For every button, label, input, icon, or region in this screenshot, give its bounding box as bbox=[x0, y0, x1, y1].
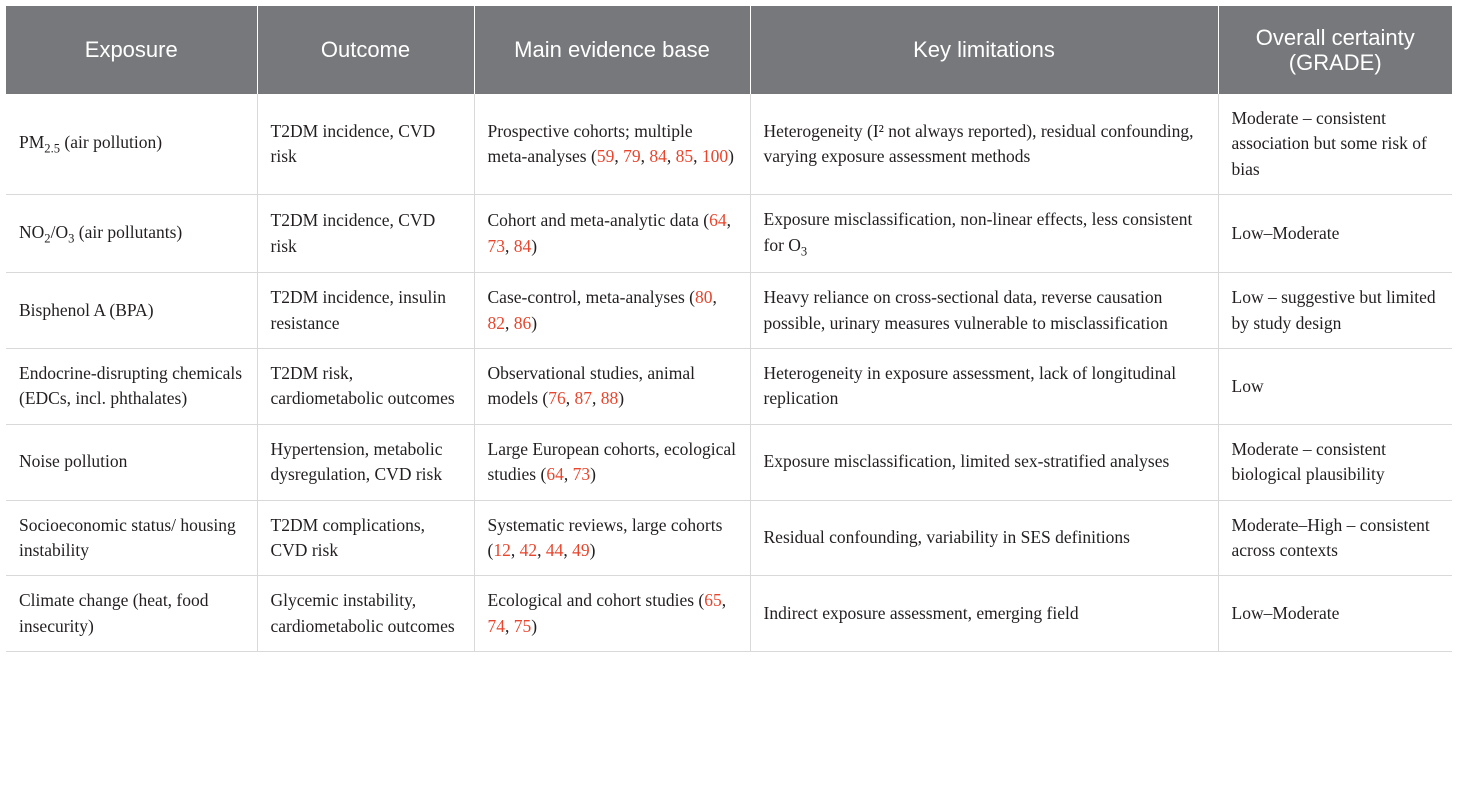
column-header-outcome: Outcome bbox=[257, 6, 474, 94]
cell-key-limitations-text: Exposure misclassification, non-linear effects, less consistent for $O_3$ bbox=[763, 209, 1193, 258]
cell-overall-certainty bbox=[1218, 195, 1452, 273]
cell-main-evidence-base bbox=[474, 349, 750, 425]
table-header bbox=[6, 6, 1452, 94]
cell-overall-certainty-text: Low–Moderate bbox=[1231, 602, 1340, 623]
cell-key-limitations bbox=[750, 576, 1218, 652]
column-header-exposure: Exposure bbox=[6, 6, 257, 94]
cell-main-evidence-base bbox=[474, 273, 750, 349]
cell-exposure-text: Endocrine-disrupting chemicals (EDCs, incl. phthalates) bbox=[19, 363, 243, 409]
cell-outcome-text: Glycemic instability, cardiometabolic outcomes bbox=[270, 590, 455, 636]
cell-overall-certainty-text: Low – suggestive but limited by study design bbox=[1231, 287, 1436, 333]
table-row bbox=[6, 576, 1452, 652]
cell-exposure bbox=[6, 424, 257, 500]
cell-key-limitations-text: Heterogeneity in exposure assessment, lack of longitudinal replication bbox=[763, 363, 1177, 409]
table-header-row bbox=[6, 6, 1452, 94]
cell-main-evidence-base-text: Cohort and meta-analytic data (64, 73, 84) bbox=[487, 210, 731, 256]
cell-outcome-text: T2DM incidence, insulin resistance bbox=[270, 287, 446, 333]
cell-outcome-text: T2DM risk, cardiometabolic outcomes bbox=[270, 363, 455, 409]
cell-exposure bbox=[6, 576, 257, 652]
cell-overall-certainty bbox=[1218, 273, 1452, 349]
cell-key-limitations bbox=[750, 349, 1218, 425]
evidence-summary-table bbox=[6, 6, 1452, 652]
cell-overall-certainty-text: Moderate – consistent association but some risk of bias bbox=[1231, 108, 1427, 179]
cell-exposure bbox=[6, 195, 257, 273]
cell-key-limitations bbox=[750, 424, 1218, 500]
cell-main-evidence-base bbox=[474, 500, 750, 576]
cell-key-limitations-text: Heterogeneity (I² not always reported), residual confounding, varying exposure assessment methods bbox=[763, 120, 1194, 167]
table-row bbox=[6, 273, 1452, 349]
cell-key-limitations-text: Heavy reliance on cross-sectional data, reverse causation possible, urinary measures vulnerable to misclassification bbox=[763, 287, 1168, 333]
cell-exposure-text: $PM_{2.5}$ (air pollution) bbox=[19, 132, 163, 156]
cell-outcome bbox=[257, 349, 474, 425]
cell-exposure-text: Bisphenol A (BPA) bbox=[19, 299, 154, 320]
table-row bbox=[6, 500, 1452, 576]
column-header-main-evidence-base: Main evidence base bbox=[474, 6, 750, 94]
cell-outcome-text: Hypertension, metabolic dysregulation, CVD risk bbox=[270, 438, 443, 485]
cell-main-evidence-base bbox=[474, 195, 750, 273]
cell-overall-certainty-text: Low–Moderate bbox=[1231, 223, 1340, 243]
cell-main-evidence-base-text: Ecological and cohort studies (65, 74, 75) bbox=[487, 590, 727, 636]
cell-exposure bbox=[6, 349, 257, 425]
cell-overall-certainty bbox=[1218, 576, 1452, 652]
cell-overall-certainty bbox=[1218, 349, 1452, 425]
table-row bbox=[6, 424, 1452, 500]
cell-overall-certainty bbox=[1218, 424, 1452, 500]
cell-outcome bbox=[257, 94, 474, 195]
cell-overall-certainty-text: Moderate–High – consistent across contexts bbox=[1231, 514, 1430, 560]
cell-main-evidence-base-text: Observational studies, animal models (76, 87, 88) bbox=[487, 363, 696, 409]
cell-exposure bbox=[6, 273, 257, 349]
table-body bbox=[6, 94, 1452, 652]
column-header-overall-certainty-line2: (GRADE) bbox=[1288, 50, 1382, 75]
cell-overall-certainty-text: Moderate – consistent biological plausibility bbox=[1231, 438, 1387, 485]
cell-overall-certainty bbox=[1218, 500, 1452, 576]
cell-exposure bbox=[6, 500, 257, 576]
cell-overall-certainty bbox=[1218, 94, 1452, 195]
cell-main-evidence-base-text: Prospective cohorts; multiple meta-analyses (59, 79, 84, 85, 100) bbox=[487, 120, 734, 167]
cell-outcome-text: T2DM incidence, CVD risk bbox=[270, 120, 436, 167]
cell-outcome bbox=[257, 576, 474, 652]
table-row bbox=[6, 195, 1452, 273]
cell-outcome bbox=[257, 500, 474, 576]
cell-outcome-text: T2DM incidence, CVD risk bbox=[270, 210, 436, 256]
table-row bbox=[6, 349, 1452, 425]
column-header-overall-certainty bbox=[1218, 6, 1452, 94]
cell-main-evidence-base bbox=[474, 576, 750, 652]
cell-main-evidence-base bbox=[474, 424, 750, 500]
cell-key-limitations-text: Exposure misclassification, limited sex-stratified analyses bbox=[763, 451, 1170, 472]
column-header-overall-certainty-line1: Overall certainty bbox=[1255, 24, 1415, 50]
cell-exposure-text: Climate change (heat, food insecurity) bbox=[19, 590, 209, 636]
cell-outcome bbox=[257, 424, 474, 500]
column-header-key-limitations: Key limitations bbox=[750, 6, 1218, 94]
cell-key-limitations-text: Residual confounding, variability in SES definitions bbox=[763, 527, 1130, 548]
cell-exposure bbox=[6, 94, 257, 195]
cell-outcome-text: T2DM complications, CVD risk bbox=[270, 514, 426, 560]
cell-key-limitations-text: Indirect exposure assessment, emerging field bbox=[763, 602, 1079, 623]
cell-outcome bbox=[257, 195, 474, 273]
cell-main-evidence-base-text: Systematic reviews, large cohorts (12, 42, 44, 49) bbox=[487, 514, 723, 560]
cell-key-limitations bbox=[750, 195, 1218, 273]
cell-key-limitations bbox=[750, 94, 1218, 195]
cell-main-evidence-base bbox=[474, 94, 750, 195]
cell-outcome bbox=[257, 273, 474, 349]
cell-key-limitations bbox=[750, 500, 1218, 576]
cell-exposure-text: Noise pollution bbox=[19, 451, 128, 472]
cell-exposure-text: Socioeconomic status/ housing instability bbox=[19, 514, 236, 560]
cell-exposure-text: $NO_2/O_3$ (air pollutants) bbox=[19, 221, 183, 246]
cell-main-evidence-base-text: Large European cohorts, ecological studies (64, 73) bbox=[487, 438, 736, 485]
cell-main-evidence-base-text: Case-control, meta-analyses (80, 82, 86) bbox=[487, 287, 717, 333]
cell-overall-certainty-text: Low bbox=[1231, 375, 1264, 396]
cell-key-limitations bbox=[750, 273, 1218, 349]
table-row bbox=[6, 94, 1452, 195]
